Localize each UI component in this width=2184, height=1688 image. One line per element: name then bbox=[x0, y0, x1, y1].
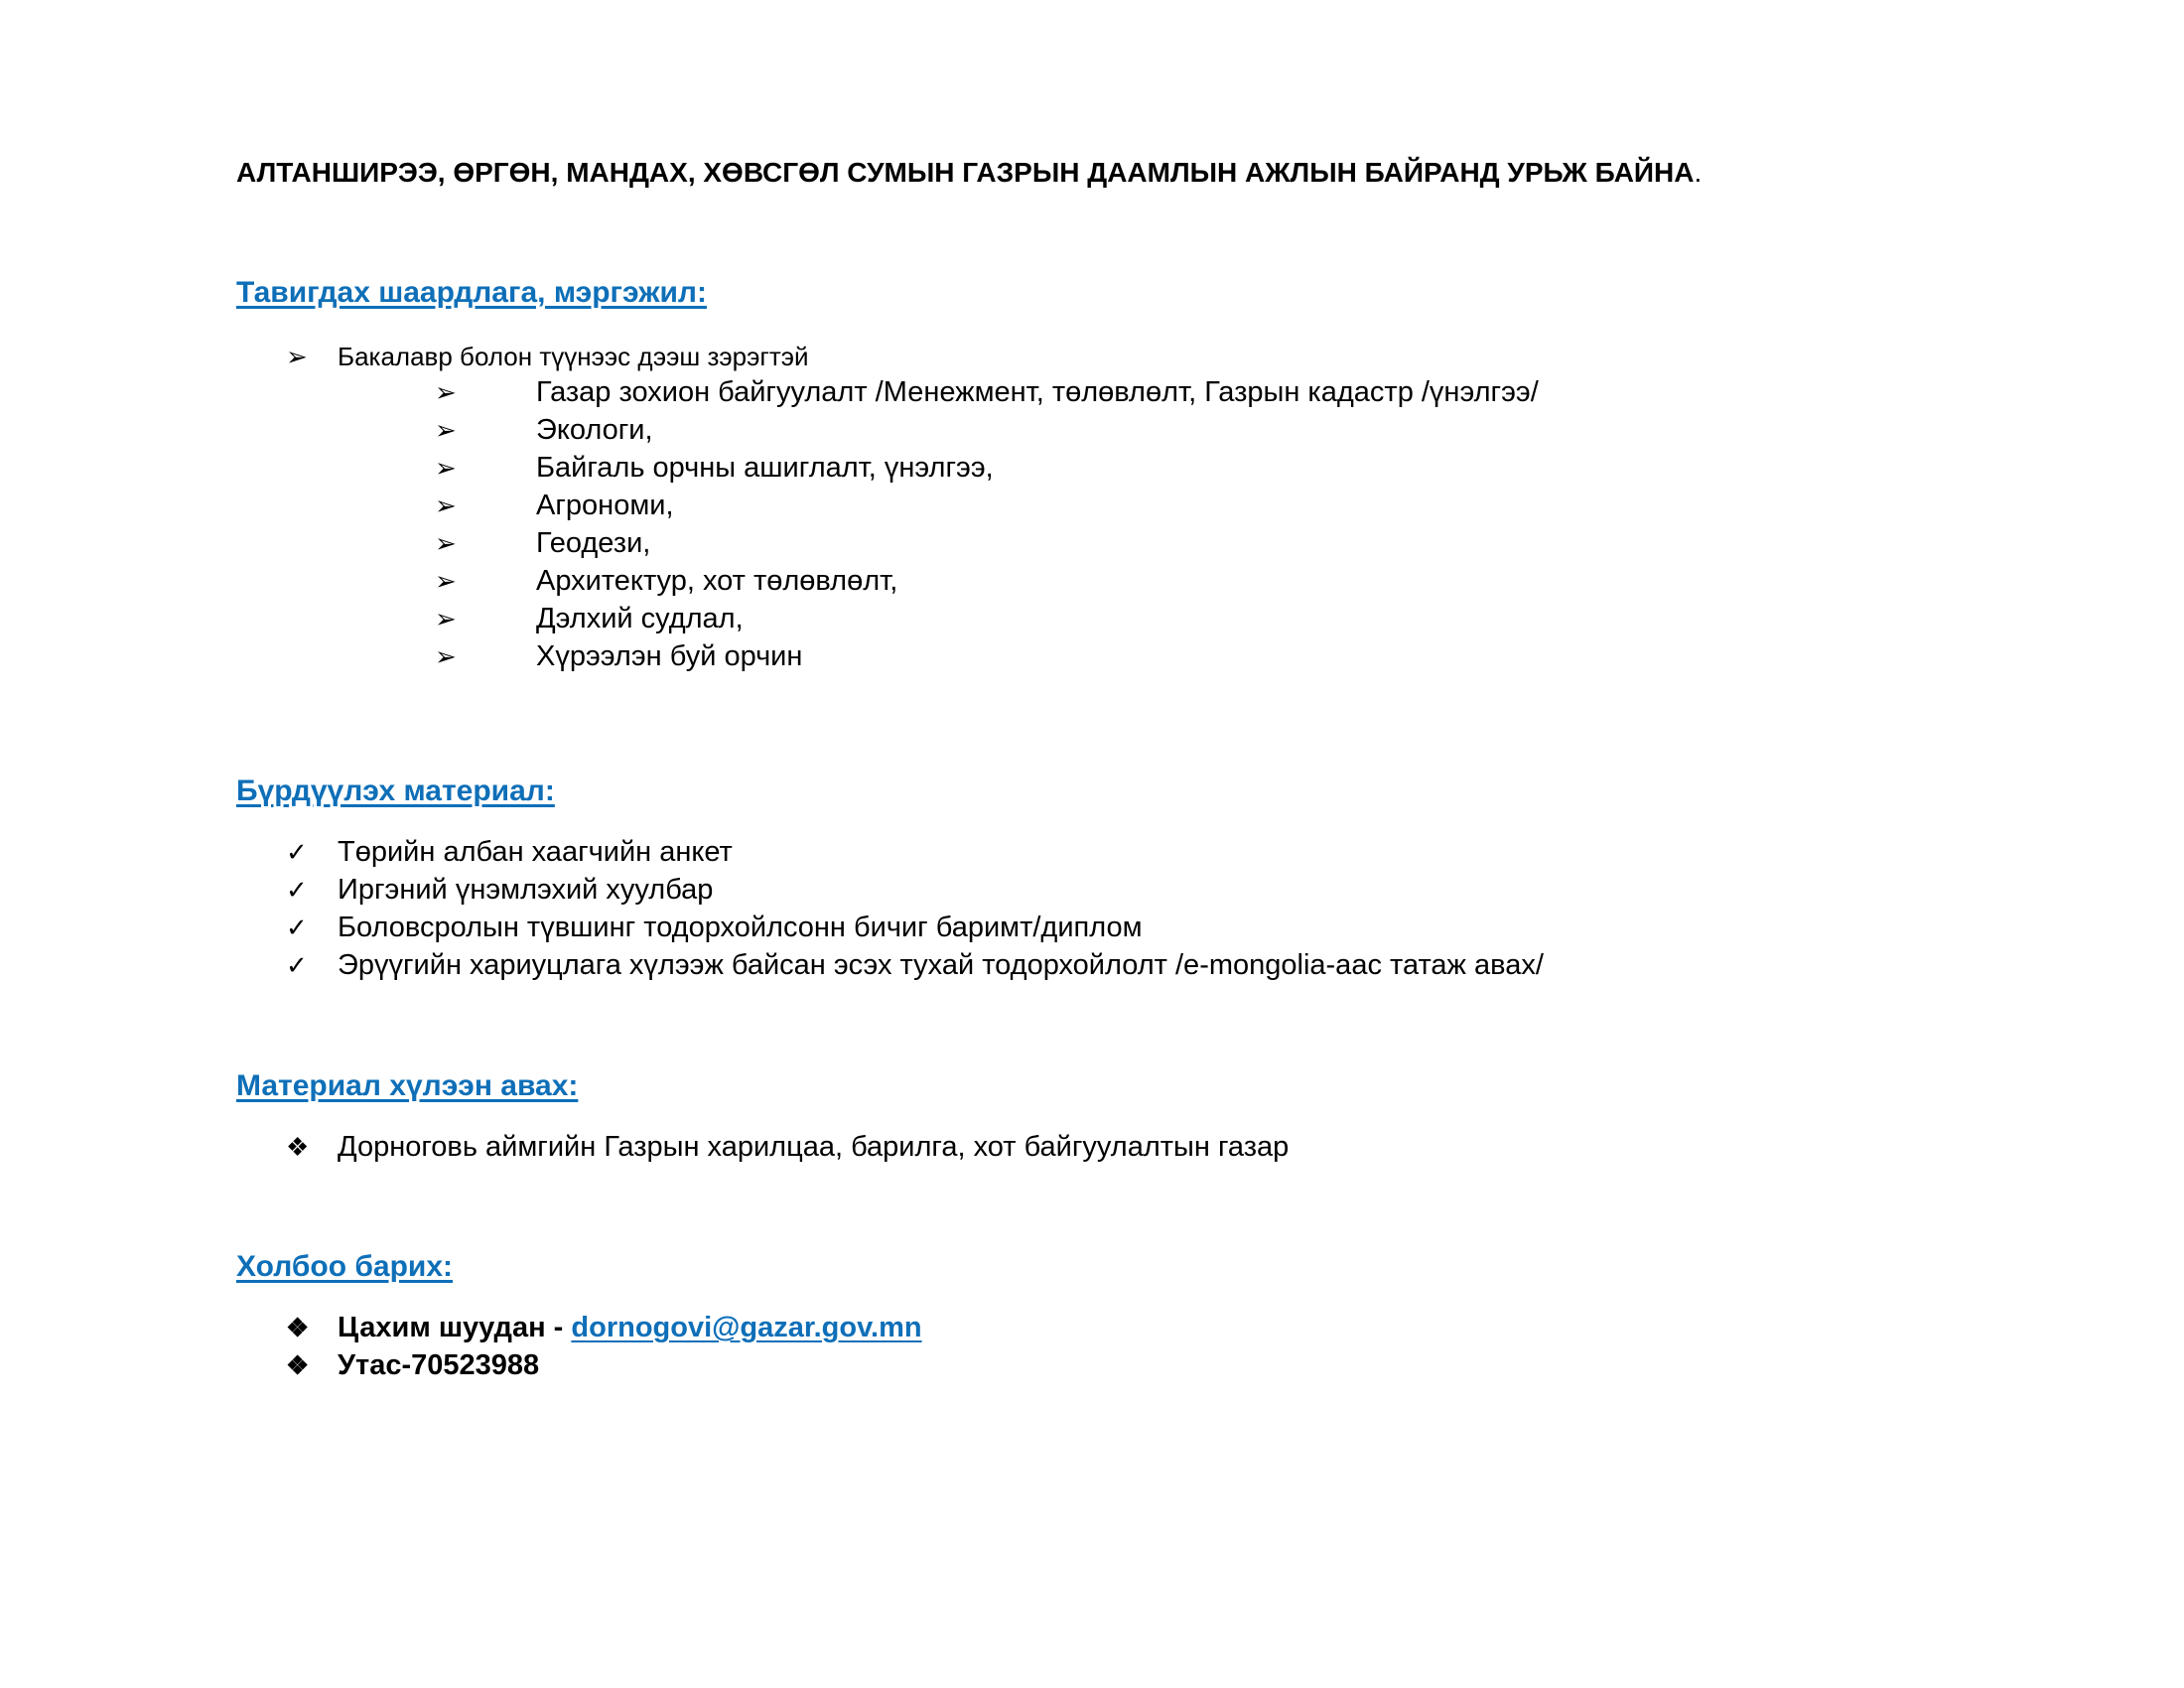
requirement-item: Байгаль орчны ашиглалт, үнэлгээ, bbox=[536, 452, 994, 484]
title-period: . bbox=[1694, 157, 1703, 188]
material-item: Иргэний үнэмлэхий хуулбар bbox=[338, 874, 714, 906]
arrow-bullet-icon: ➢ bbox=[435, 453, 457, 483]
check-bullet-icon: ✓ bbox=[286, 950, 308, 980]
arrow-bullet-icon: ➢ bbox=[435, 604, 457, 633]
receive-heading: Материал хүлээн авах: bbox=[236, 1069, 579, 1102]
email-label: Цахим шуудан - bbox=[338, 1312, 572, 1343]
diamond-bullet-icon: ❖ bbox=[286, 1350, 310, 1380]
requirement-item: Геодези, bbox=[536, 527, 651, 559]
material-item: Төрийн албан хаагчийн анкет bbox=[338, 836, 733, 868]
arrow-bullet-icon: ➢ bbox=[435, 566, 457, 596]
check-bullet-icon: ✓ bbox=[286, 837, 308, 867]
requirement-item: Архитектур, хот төлөвлөлт, bbox=[536, 565, 898, 597]
diamond-bullet-icon: ❖ bbox=[286, 1313, 310, 1342]
check-bullet-icon: ✓ bbox=[286, 913, 308, 942]
requirements-intro: Бакалавр болон түүнээс дээш зэрэгтэй bbox=[338, 342, 809, 371]
receive-item: Дорноговь аймгийн Газрын харилцаа, барилга, хот байгуулалтын газар bbox=[338, 1131, 1290, 1163]
check-bullet-icon: ✓ bbox=[286, 875, 308, 905]
arrow-bullet-icon: ➢ bbox=[435, 415, 457, 445]
phone-text: Утас-70523988 bbox=[338, 1349, 540, 1381]
materials-heading: Бүрдүүлэх материал: bbox=[236, 774, 555, 807]
material-item: Боловсролын түвшинг тодорхойлсонн бичиг баримт/диплом bbox=[338, 912, 1143, 943]
email-link[interactable]: dornogovi@gazar.gov.mn bbox=[571, 1312, 922, 1343]
requirement-item: Хүрээлэн буй орчин bbox=[536, 640, 803, 672]
material-item: Эрүүгийн хариуцлага хүлээж байсан эсэх тухай тодорхойлолт /e-mongolia-аас татаж авах/ bbox=[338, 949, 1544, 981]
page-title bbox=[236, 157, 1702, 189]
requirements-heading: Тавигдах шаардлага, мэргэжил: bbox=[236, 276, 707, 309]
arrow-bullet-icon: ➢ bbox=[435, 641, 457, 671]
contact-heading: Холбоо барих: bbox=[236, 1250, 454, 1283]
title-text: АЛТАНШИРЭЭ, ӨРГӨН, МАНДАХ, ХӨВСГӨЛ СУМЫН ГАЗРЫН ДААМЛЫН АЖЛЫН БАЙРАНД УРЬЖ БАЙНА bbox=[236, 157, 1695, 188]
requirement-item: Экологи, bbox=[536, 414, 653, 446]
arrow-bullet-icon: ➢ bbox=[435, 491, 457, 520]
arrow-bullet-icon: ➢ bbox=[435, 377, 457, 407]
arrow-bullet-icon: ➢ bbox=[435, 528, 457, 558]
contact-email-line bbox=[338, 1309, 922, 1346]
requirement-item: Агрономи, bbox=[536, 490, 674, 521]
requirement-item: Дэлхий судлал, bbox=[536, 603, 744, 634]
requirement-item: Газар зохион байгуулалт /Менежмент, төлөвлөлт, Газрын кадастр /үнэлгээ/ bbox=[536, 376, 1539, 408]
diamond-bullet-icon: ❖ bbox=[286, 1132, 310, 1162]
arrow-bullet-icon: ➢ bbox=[286, 342, 308, 371]
